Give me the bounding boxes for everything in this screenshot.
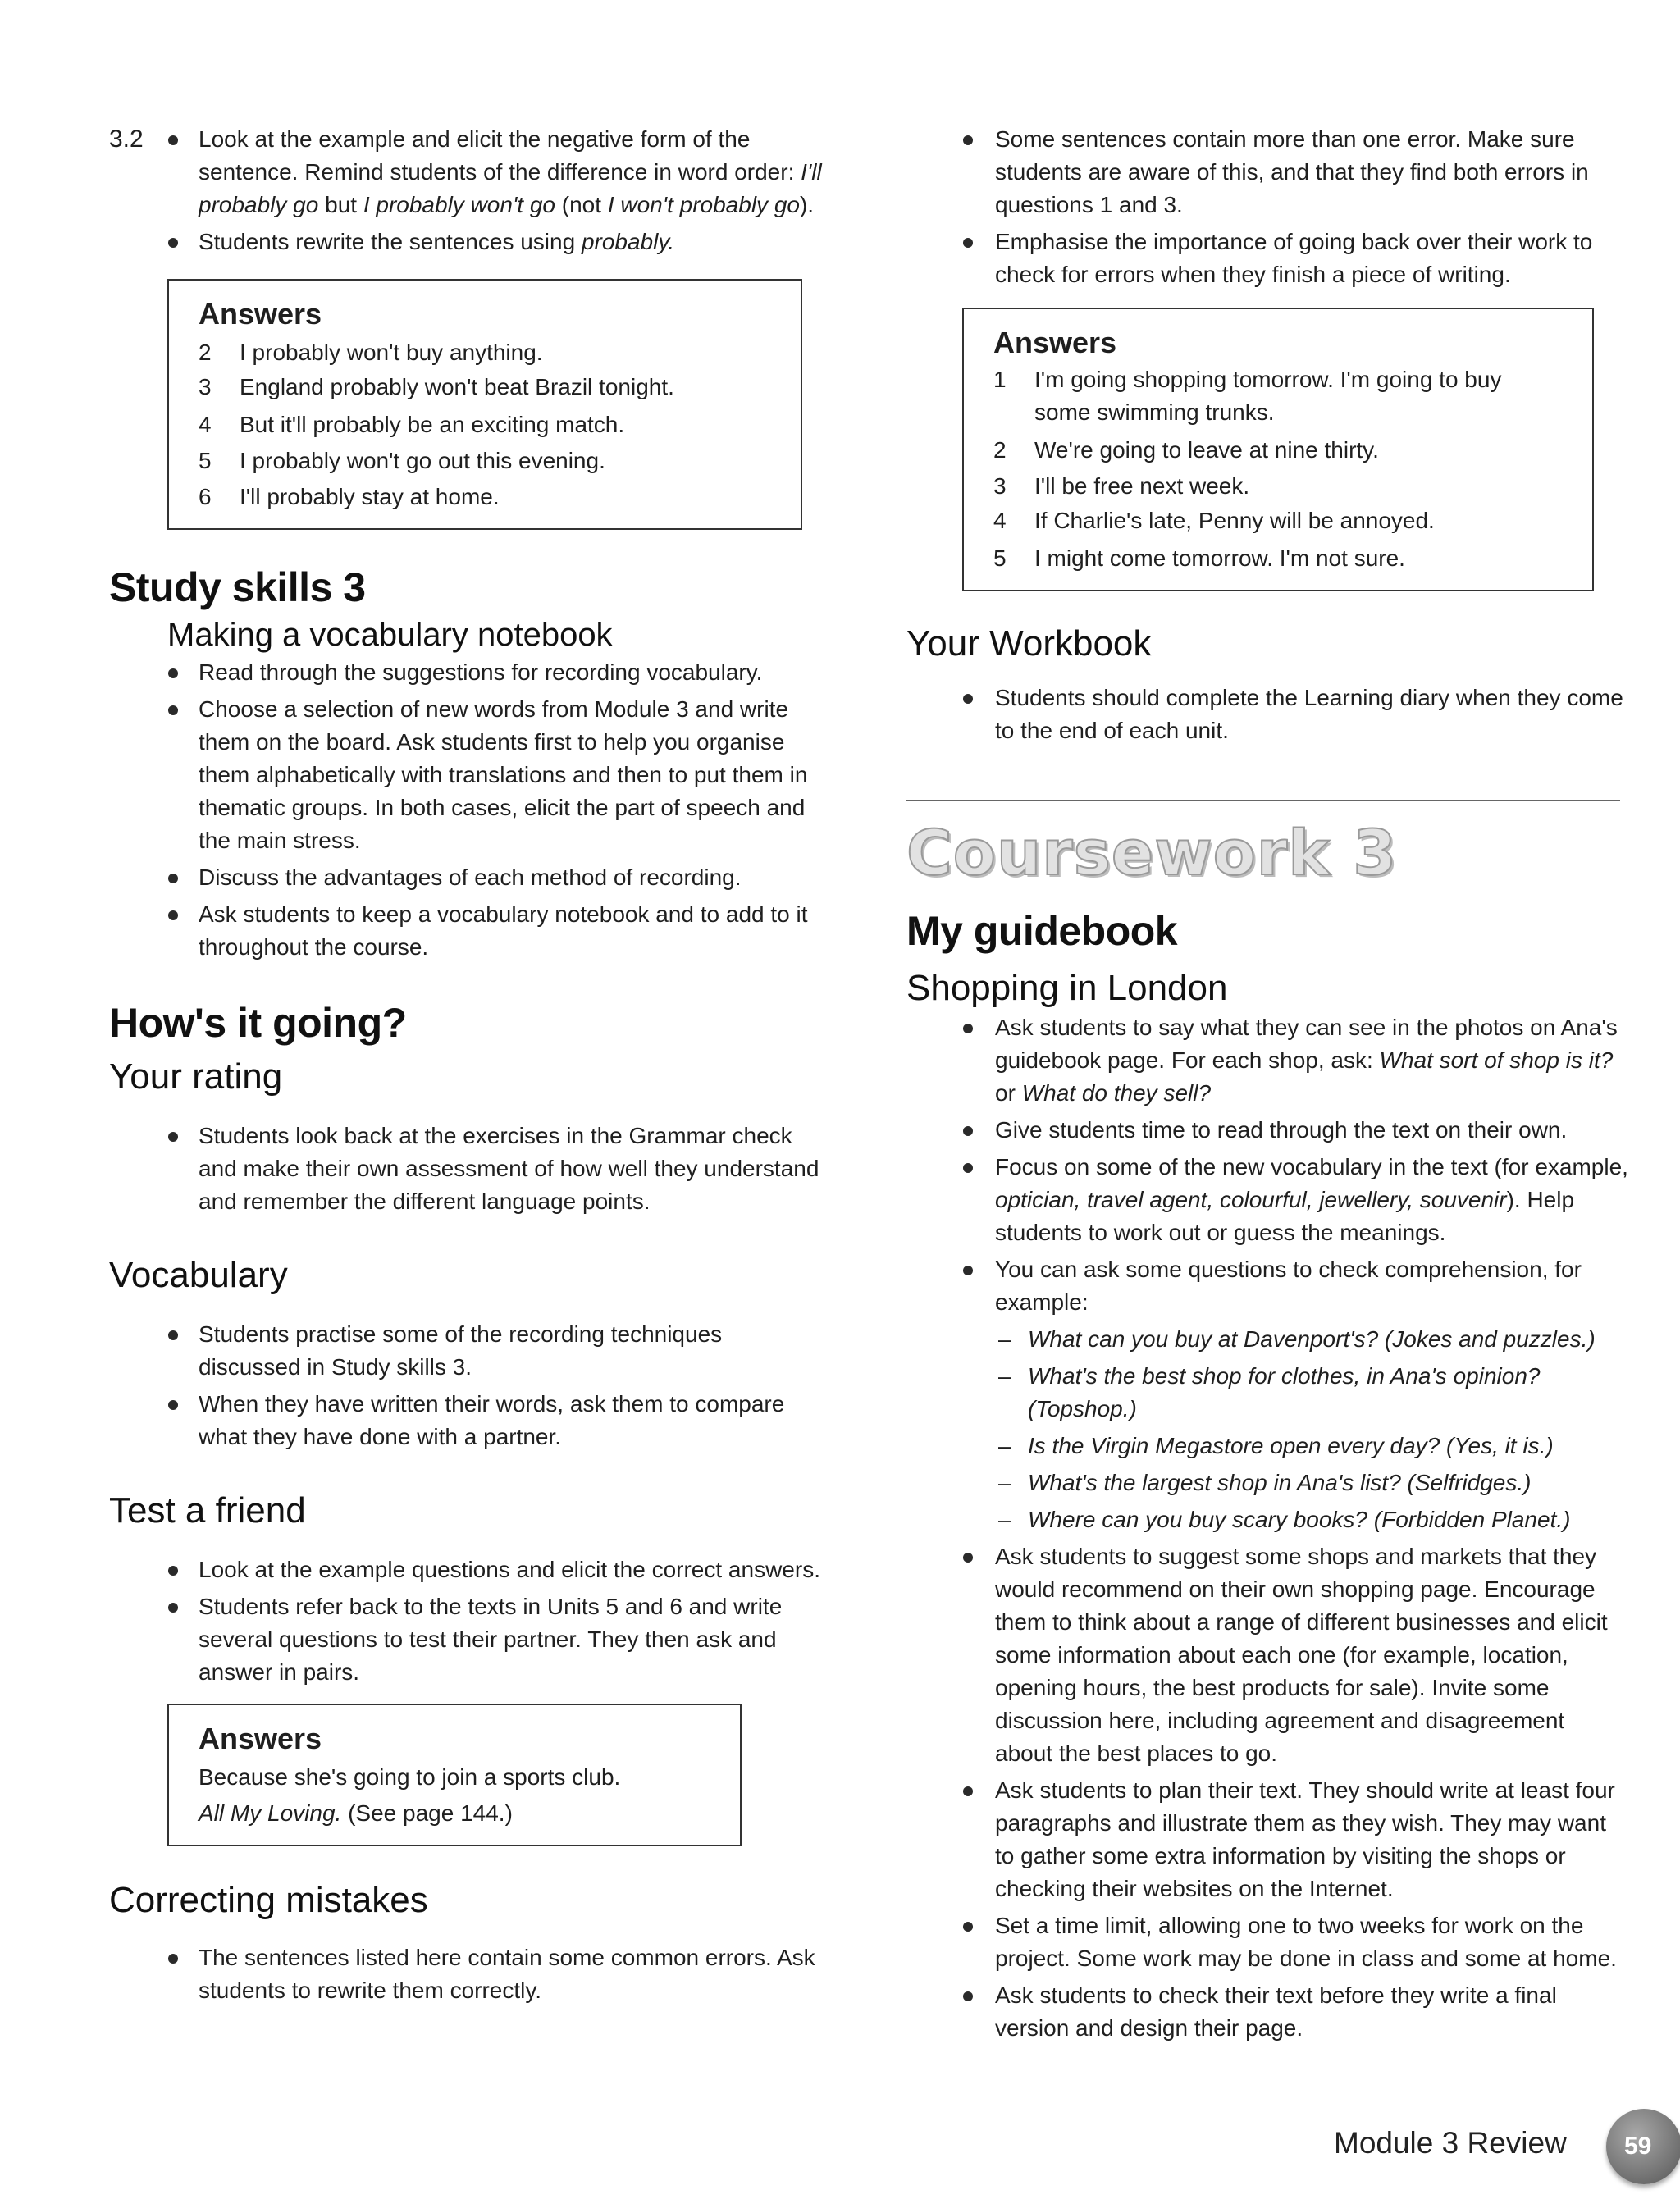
answer-item	[199, 479, 771, 515]
answers-list	[993, 363, 1563, 577]
answer-number: 6	[199, 484, 212, 509]
answer-number: 5	[199, 448, 212, 473]
answer-number: 5	[993, 545, 1007, 571]
answer-item	[993, 363, 1563, 429]
question-item: – Is the Virgin Megastore open every day? (Yes, it is.)	[906, 1430, 1628, 1462]
bullet-item: You can ask some questions to check comprehension, for example:	[906, 1253, 1628, 1319]
answer-number: 3	[199, 374, 212, 399]
answer-item	[993, 541, 1563, 577]
answer-line: All My Loving. (See page 144.)	[199, 1800, 513, 1826]
bullet-item: Students should complete the Learning diary when they come to the end of each unit.	[906, 682, 1628, 747]
coursework-bullets-more	[906, 1540, 1628, 2045]
answer-item	[993, 504, 1563, 537]
exercise-number: 3.2	[109, 125, 144, 153]
answers-box-2	[167, 1704, 742, 1846]
answer-text: I'll probably stay at home.	[240, 484, 500, 509]
answer-item	[199, 371, 771, 404]
study-skills-subheading: Making a vocabulary notebook	[167, 617, 613, 653]
answer-item	[199, 335, 771, 371]
your-workbook-bullets	[906, 682, 1628, 747]
shopping-in-london-heading: Shopping in London	[906, 968, 1228, 1008]
bullet-item: Set a time limit, allowing one to two weeks for work on the project. Some work may be done in class and some at home.	[906, 1909, 1628, 1975]
correcting-mistakes-heading: Correcting mistakes	[109, 1880, 428, 1920]
bullet-item: Focus on some of the new vocabulary in the text (for example, optician, travel agent, colourful, jewellery, souvenir). Help students to work out or guess the meanings.	[906, 1151, 1628, 1249]
answer-text: I'll be free next week.	[1034, 473, 1250, 499]
page-number-badge: 59	[1606, 2109, 1680, 2184]
my-guidebook-heading: My guidebook	[906, 908, 1178, 954]
test-a-friend-bullets	[109, 1553, 823, 1689]
exercise-3-2	[109, 123, 823, 258]
bullet-item: Give students time to read through the text on their own.	[906, 1114, 1628, 1147]
bullet-item: Emphasise the importance of going back over their work to check for errors when they finish a piece of writing.	[906, 226, 1628, 291]
question-item: – What's the best shop for clothes, in Ana's opinion? (Topshop.)	[906, 1360, 1628, 1426]
your-rating-heading: Your rating	[109, 1056, 283, 1097]
error-bullets	[906, 123, 1628, 291]
bullet-item: When they have written their words, ask them to compare what they have done with a partner.	[109, 1388, 823, 1453]
vocabulary-bullets	[109, 1318, 823, 1453]
study-skills-heading: Study skills 3	[109, 564, 366, 610]
bullet-item: Students rewrite the sentences using probably.	[109, 226, 823, 258]
question-item: – What's the largest shop in Ana's list? (Selfridges.)	[906, 1467, 1628, 1499]
bullet-item: Choose a selection of new words from Module 3 and write them on the board. Ask students first to help you organise them alphabetically with translations and then to put them in thematic groups. In both cases, elicit the part of speech and the main stress.	[109, 693, 823, 857]
question-item: – What can you buy at Davenport's? (Jokes and puzzles.)	[906, 1323, 1628, 1356]
test-a-friend-heading: Test a friend	[109, 1490, 306, 1531]
bullet-item: The sentences listed here contain some common errors. Ask students to rewrite them correctly.	[109, 1941, 823, 2007]
bullet-item: Students practise some of the recording techniques discussed in Study skills 3.	[109, 1318, 823, 1384]
coursework-bullets	[906, 1011, 1628, 1319]
answer-number: 3	[993, 473, 1007, 499]
answer-line: Because she's going to join a sports club.	[199, 1764, 621, 1790]
answers-title: Answers	[199, 297, 322, 331]
bullet-item: Look at the example and elicit the negative form of the sentence. Remind students of the difference in word order: I'll probably go but I probably won't go (not I won't probably go).	[109, 123, 823, 221]
correcting-mistakes-bullets	[109, 1941, 823, 2007]
answer-text: I probably won't buy anything.	[240, 340, 543, 365]
answer-item	[993, 468, 1563, 504]
bullet-item: Ask students to say what they can see in the photos on Ana's guidebook page. For each shop, ask: What sort of shop is it? or What do they sell?	[906, 1011, 1628, 1110]
answer-text: I might come tomorrow. I'm not sure.	[1034, 545, 1405, 571]
answers-title: Answers	[993, 326, 1117, 359]
answer-text: I probably won't go out this evening.	[240, 448, 605, 473]
left-column	[109, 123, 823, 2011]
bullet-item: Ask students to suggest some shops and markets that they would recommend on their own shopping page. Encourage them to think about a range of different businesses and elicit some information about each one (for example, location, opening hours, the best products for sale). Invite some discussion here, including agreement and disagreement about the best places to go.	[906, 1540, 1628, 1770]
comprehension-questions	[906, 1323, 1628, 1536]
answers-title: Answers	[199, 1722, 322, 1755]
answer-text: I'm going shopping tomorrow. I'm going to buy some swimming trunks.	[1034, 367, 1502, 425]
answer-text: But it'll probably be an exciting match.	[240, 412, 625, 437]
answers-list	[199, 335, 771, 515]
answer-number: 4	[993, 508, 1007, 533]
bullet-item: Discuss the advantages of each method of recording.	[109, 861, 823, 894]
bullet-item: Look at the example questions and elicit the correct answers.	[109, 1553, 823, 1586]
bullet-item: Ask students to keep a vocabulary notebook and to add to it throughout the course.	[109, 898, 823, 964]
answers-box-1	[167, 279, 802, 530]
answer-item	[199, 407, 771, 443]
right-column	[906, 123, 1628, 2049]
exercise-bullets	[109, 123, 823, 258]
footer-module-label: Module 3 Review	[1334, 2126, 1567, 2160]
answer-text: England probably won't beat Brazil tonight.	[240, 374, 674, 399]
answer-number: 2	[993, 437, 1007, 463]
vocabulary-heading: Vocabulary	[109, 1255, 288, 1295]
bullet-item: Students look back at the exercises in the Grammar check and make their own assessment of how well they understand and remember the different language points.	[109, 1120, 823, 1218]
study-skills-bullets	[109, 656, 823, 964]
bullet-item: Read through the suggestions for recording vocabulary.	[109, 656, 823, 689]
hows-it-going-heading: How's it going?	[109, 1000, 407, 1046]
answer-text: If Charlie's late, Penny will be annoyed.	[1034, 508, 1435, 533]
your-rating-bullets	[109, 1120, 823, 1218]
your-workbook-heading: Your Workbook	[906, 623, 1152, 664]
question-item: – Where can you buy scary books? (Forbidden Planet.)	[906, 1503, 1628, 1536]
bullet-item: Ask students to plan their text. They should write at least four paragraphs and illustrate them as they wish. They may want to gather some extra information by visiting the shops or checking their websites on the Internet.	[906, 1774, 1628, 1905]
bullet-item: Ask students to check their text before they write a final version and design their page.	[906, 1979, 1628, 2045]
answer-number: 2	[199, 340, 212, 365]
bullet-item: Students refer back to the texts in Units 5 and 6 and write several questions to test their partner. They then ask and answer in pairs.	[109, 1590, 823, 1689]
answers-box-3	[962, 308, 1594, 591]
answer-number: 4	[199, 412, 212, 437]
coursework-banner: Coursework 3	[906, 816, 1398, 889]
section-divider	[906, 800, 1620, 801]
bullet-item: Some sentences contain more than one error. Make sure students are aware of this, and that they find both errors in questions 1 and 3.	[906, 123, 1628, 221]
answer-item	[199, 443, 771, 479]
answer-text: We're going to leave at nine thirty.	[1034, 437, 1379, 463]
answer-item	[993, 432, 1563, 468]
answer-number: 1	[993, 367, 1007, 392]
